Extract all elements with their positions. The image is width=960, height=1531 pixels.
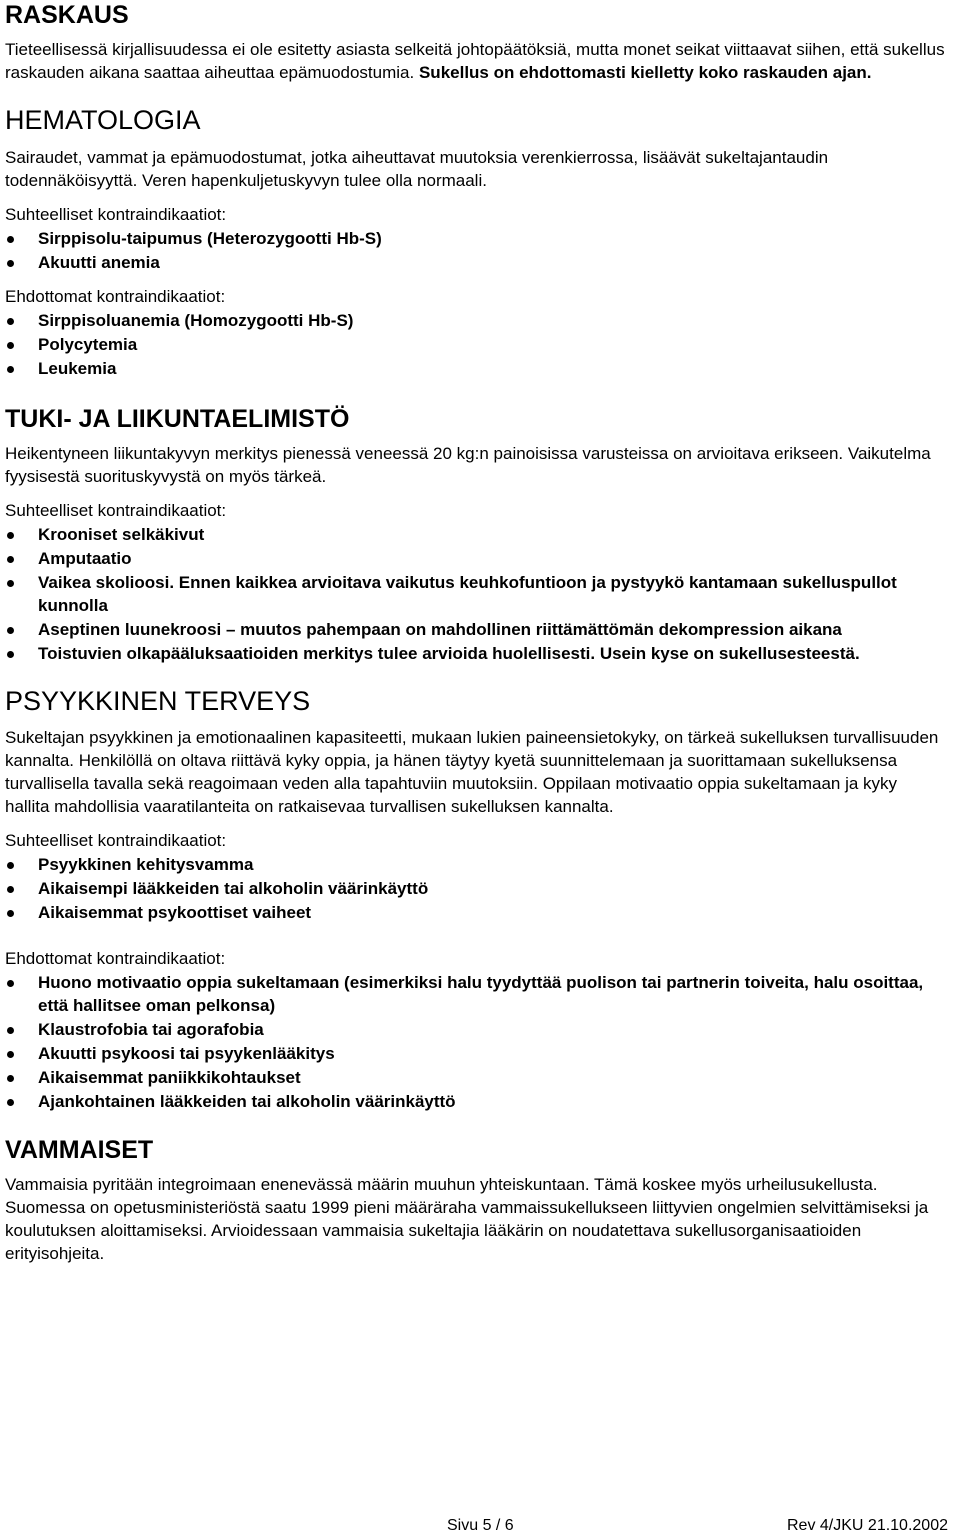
bullet-icon xyxy=(7,260,14,267)
hematologia-relative-list xyxy=(5,227,945,274)
hematologia-absolute-label: Ehdottomat kontraindikaatiot: xyxy=(5,287,226,306)
hematologia-absolute-list xyxy=(5,309,945,380)
tuki-relative-list xyxy=(5,523,945,665)
raskaus-paragraph xyxy=(5,38,945,84)
document-page xyxy=(5,0,945,1265)
hematologia-paragraph: Sairaudet, vammat ja epämuodostumat, jotka aiheuttavat muutoksia verenkierrossa, lisäävät sukeltajantaudin todennäköisyyttä. Veren hapenkuljetuskyvyn tulee olla normaali. xyxy=(5,148,829,190)
list-item: Sirppisolu-taipumus (Heterozygootti Hb-S) xyxy=(5,227,945,250)
bullet-icon xyxy=(7,1075,14,1082)
list-item: Aikaisempi lääkkeiden tai alkoholin väärinkäyttö xyxy=(5,877,945,900)
section-title-psyykkinen: PSYYKKINEN TERVEYS xyxy=(5,686,311,716)
bullet-icon xyxy=(7,1027,14,1034)
vammaiset-paragraph: Vammaisia pyritään integroimaan enenevässä määrin muuhun yhteiskuntaan. Tämä koskee myös urheilusukellusta. Suomessa on opetusministeriöstä saatu 1999 pieni määräraha vammaissukellukseen liittyvien ongelmien selvittämiseksi ja koulutuksen aloittamiseksi. Arvioidessaan vammaisia sukeltajia lääkärin on noudatettava sukellusorganisaatioiden erityisohjeita. xyxy=(5,1175,929,1263)
psyykkinen-relative-list xyxy=(5,853,945,924)
section-title-vammaiset: VAMMAISET xyxy=(5,1136,154,1164)
bullet-icon xyxy=(7,1099,14,1106)
list-item: Ajankohtainen lääkkeiden tai alkoholin väärinkäyttö xyxy=(5,1090,945,1113)
page-number: Sivu 5 / 6 xyxy=(447,1517,514,1531)
section-title-raskaus: RASKAUS xyxy=(5,1,129,29)
bullet-icon xyxy=(7,980,14,987)
list-item: Toistuvien olkapääluksaatioiden merkitys tulee arvioida huolellisesti. Usein kyse on sukellusesteestä. xyxy=(5,642,945,665)
bullet-icon xyxy=(7,910,14,917)
list-item: Leukemia xyxy=(5,357,945,380)
list-item: Aikaisemmat psykoottiset vaiheet xyxy=(5,901,945,924)
psyykkinen-absolute-list xyxy=(5,971,945,1113)
bullet-icon xyxy=(7,651,14,658)
bullet-icon xyxy=(7,886,14,893)
list-item: Psyykkinen kehitysvamma xyxy=(5,853,945,876)
list-item: Akuutti psykoosi tai psyykenlääkitys xyxy=(5,1042,945,1065)
hematologia-relative-label: Suhteelliset kontraindikaatiot: xyxy=(5,205,227,224)
list-item: Aseptinen luunekroosi – muutos pahempaan on mahdollinen riittämättömän dekompression aikana xyxy=(5,618,945,641)
page-footer xyxy=(0,1516,960,1531)
bullet-icon xyxy=(7,627,14,634)
bullet-icon xyxy=(7,342,14,349)
list-item: Sirppisoluanemia (Homozygootti Hb-S) xyxy=(5,309,945,332)
list-item: Krooniset selkäkivut xyxy=(5,523,945,546)
bullet-icon xyxy=(7,366,14,373)
section-title-hematologia: HEMATOLOGIA xyxy=(5,105,201,135)
list-item: Aikaisemmat paniikkikohtaukset xyxy=(5,1066,945,1089)
tuki-paragraph: Heikentyneen liikuntakyvyn merkitys pienessä veneessä 20 kg:n painoisissa varusteissa on arvioitava erikseen. Vaikutelma fyysisestä suorituskyvystä on myös tärkeä. xyxy=(5,444,931,486)
bullet-icon xyxy=(7,580,14,587)
bullet-icon xyxy=(7,1051,14,1058)
list-item: Akuutti anemia xyxy=(5,251,945,274)
list-item: Huono motivaatio oppia sukeltamaan (esimerkiksi halu tyydyttää puolison tai partnerin toiveita, halu osoittaa, että hallitsee oman pelkonsa) xyxy=(5,971,945,1017)
raskaus-bold-text: Sukellus on ehdottomasti kielletty koko raskauden ajan. xyxy=(418,63,872,82)
bullet-icon xyxy=(7,556,14,563)
psyykkinen-relative-label: Suhteelliset kontraindikaatiot: xyxy=(5,831,227,850)
list-item: Vaikea skolioosi. Ennen kaikkea arvioitava vaikutus keuhkofuntioon ja pystyykö kantamaan sukelluspullot kunnolla xyxy=(5,571,945,617)
revision-info: Rev 4/JKU 21.10.2002 xyxy=(787,1517,948,1531)
list-item: Polycytemia xyxy=(5,333,945,356)
bullet-icon xyxy=(7,862,14,869)
section-title-tuki: TUKI- JA LIIKUNTAELIMISTÖ xyxy=(5,405,350,433)
list-item: Amputaatio xyxy=(5,547,945,570)
bullet-icon xyxy=(7,236,14,243)
bullet-icon xyxy=(7,318,14,325)
tuki-relative-label: Suhteelliset kontraindikaatiot: xyxy=(5,501,227,520)
bullet-icon xyxy=(7,532,14,539)
list-item: Klaustrofobia tai agorafobia xyxy=(5,1018,945,1041)
psyykkinen-paragraph: Sukeltajan psyykkinen ja emotionaalinen kapasiteetti, mukaan lukien paineensietokyky, on tärkeä sukelluksen turvallisuuden kannalta. Henkilöllä on oltava riittävä kyky oppia, ja hänen täytyy kyetä suunnittelemaan ja suorittamaan sukelluksensa turvallisella tavalla sekä reagoimaan veden alla tapahtuviin muutoksiin. Oppilaan motivaatio oppia sukeltamaan ja kyky hallita mahdollisia vaaratilanteita on ratkaisevaa turvallisen sukelluksen kannalta. xyxy=(5,728,939,816)
psyykkinen-absolute-label: Ehdottomat kontraindikaatiot: xyxy=(5,949,226,968)
raskaus-text: Tieteellisessä kirjallisuudessa ei ole esitetty asiasta selkeitä johtopäätöksiä, mutta monet seikat viittaavat siihen, että sukellus raskauden aikana saattaa aiheuttaa epämuodostumia. xyxy=(5,40,945,82)
